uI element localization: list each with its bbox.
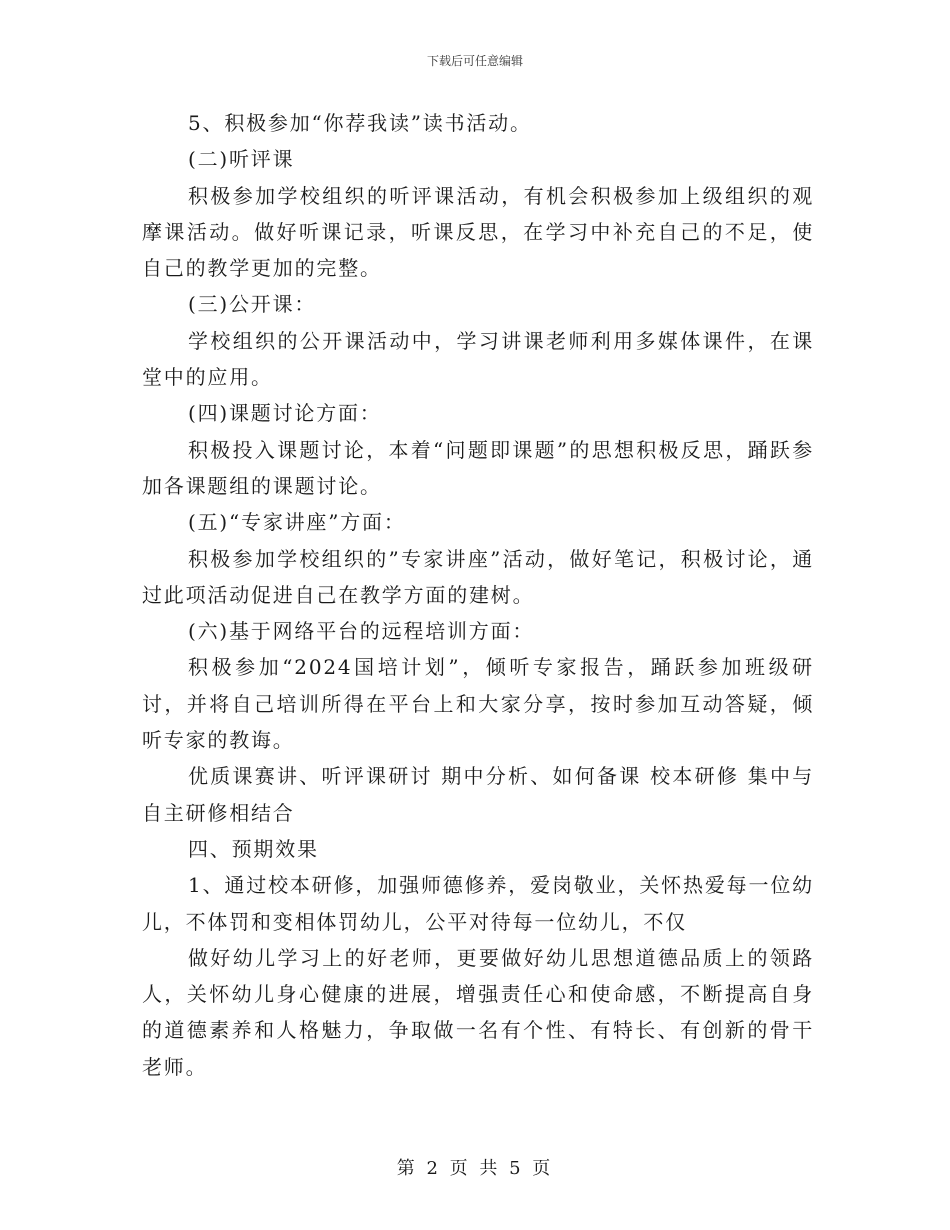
page-footer: 第 2 页 共 5 页 [396, 1158, 554, 1179]
section-heading: (三)公开课： [188, 292, 317, 317]
paragraph: 学校组织的公开课活动中，学习讲课老师利用多媒体课件，在课堂中的应用。 [142, 328, 814, 390]
paragraph: 5、积极参加“你荐我读”读书活动。 [188, 111, 532, 135]
page-header: 下载后可任意编辑 [426, 54, 523, 68]
document-body [142, 105, 814, 1085]
paragraph: 积极投入课题讨论，本着“问题即课题”的思想积极反思，踊跃参加各课题组的课题讨论。 [142, 437, 814, 498]
paragraph: 积极参加学校组织的听评课活动，有机会积极参加上级组织的观摩课活动。做好听课记录，听课反思，在学习中补充自己的不足，使自己的教学更加的完整。 [142, 183, 814, 281]
paragraph: 做好幼儿学习上的好老师，更要做好幼儿思想道德品质上的领路人，关怀幼儿身心健康的进展，增强责任心和使命感，不断提高自身的道德素养和人格魅力，争取做一名有个性、有特长、有创新的骨干老师。 [142, 945, 814, 1079]
section-heading: (二)听评课 [188, 147, 295, 172]
section-heading: (五)“专家讲座”方面： [188, 510, 406, 535]
paragraph: 积极参加学校组织的”专家讲座”活动，做好笔记，积极讨论，通过此项活动促进自己在教学方面的建树。 [142, 546, 814, 607]
paragraph: 优质课赛讲、听评课研讨 期中分析、如何备课 校本研修 集中与自主研修相结合 [142, 764, 814, 825]
paragraph: 积极参加“2024国培计划”，倾听专家报告，踊跃参加班级研讨，并将自己培训所得在平台上和大家分享，按时参加互动答疑，倾听专家的教诲。 [142, 655, 814, 753]
section-heading: (六)基于网络平台的远程培训方面： [188, 619, 535, 644]
section-heading: (四)课题讨论方面： [188, 401, 382, 426]
paragraph: 1、通过校本研修，加强师德修养，爱岗敬业，关怀热爱每一位幼儿，不体罚和变相体罚幼儿，公平对待每一位幼儿，不仅 [142, 873, 814, 934]
section-heading: 四、预期效果 [188, 836, 319, 861]
